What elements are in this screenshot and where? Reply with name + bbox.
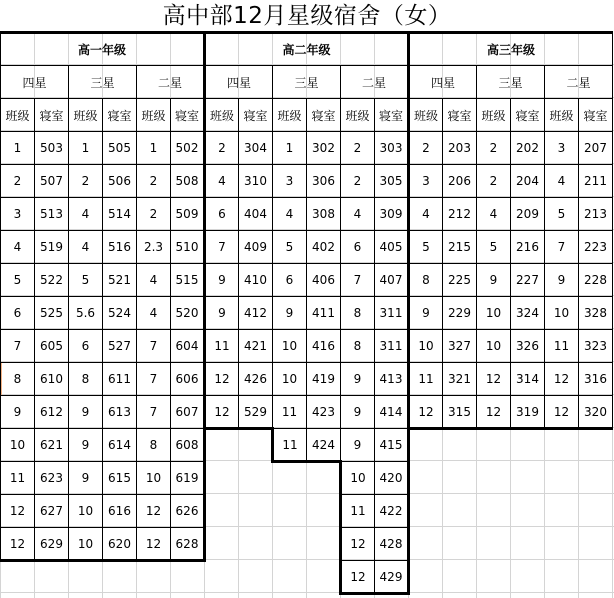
class-cell[interactable]: 3 [1, 198, 35, 231]
class-cell[interactable]: 9 [341, 363, 375, 396]
class-cell[interactable]: 9 [341, 429, 375, 462]
room-cell[interactable]: 502 [171, 132, 205, 165]
class-column-header[interactable]: 班级 [69, 99, 103, 132]
class-cell[interactable]: 4 [273, 198, 307, 231]
room-cell[interactable]: 608 [171, 429, 205, 462]
grade-header[interactable]: 高三年级 [409, 33, 613, 66]
class-cell[interactable]: 2 [1, 165, 35, 198]
room-cell[interactable]: 626 [171, 495, 205, 528]
class-cell[interactable]: 6 [69, 330, 103, 363]
room-cell[interactable]: 519 [35, 231, 69, 264]
empty-cell[interactable] [579, 462, 613, 495]
class-cell[interactable]: 12 [137, 495, 171, 528]
room-column-header[interactable]: 寝室 [103, 99, 137, 132]
class-cell[interactable]: 12 [545, 363, 579, 396]
class-cell[interactable]: 4 [341, 198, 375, 231]
class-cell[interactable]: 12 [341, 528, 375, 561]
empty-cell[interactable] [307, 495, 341, 528]
class-cell[interactable]: 10 [1, 429, 35, 462]
empty-cell[interactable] [205, 429, 239, 462]
class-cell[interactable]: 12 [205, 396, 239, 429]
class-cell[interactable]: 7 [341, 264, 375, 297]
class-cell[interactable]: 12 [341, 561, 375, 594]
star-level-header[interactable]: 三星 [273, 66, 341, 99]
room-cell[interactable]: 227 [511, 264, 545, 297]
class-cell[interactable]: 4 [137, 297, 171, 330]
class-cell[interactable]: 9 [273, 297, 307, 330]
empty-cell[interactable] [103, 561, 137, 594]
class-cell[interactable]: 1 [273, 132, 307, 165]
room-cell[interactable]: 320 [579, 396, 613, 429]
room-cell[interactable]: 505 [103, 132, 137, 165]
room-cell[interactable]: 629 [35, 528, 69, 561]
room-cell[interactable]: 216 [511, 231, 545, 264]
star-level-header[interactable]: 三星 [477, 66, 545, 99]
empty-cell[interactable] [239, 495, 273, 528]
class-cell[interactable]: 9 [341, 396, 375, 429]
empty-cell[interactable] [443, 561, 477, 594]
room-cell[interactable]: 314 [511, 363, 545, 396]
empty-cell[interactable] [477, 528, 511, 561]
class-cell[interactable]: 5 [69, 264, 103, 297]
class-cell[interactable]: 10 [69, 495, 103, 528]
class-cell[interactable]: 8 [341, 297, 375, 330]
room-column-header[interactable]: 寝室 [239, 99, 273, 132]
room-cell[interactable]: 228 [579, 264, 613, 297]
room-cell[interactable]: 405 [375, 231, 409, 264]
empty-cell[interactable] [137, 561, 171, 594]
room-cell[interactable]: 516 [103, 231, 137, 264]
empty-cell[interactable] [511, 495, 545, 528]
class-column-header[interactable]: 班级 [477, 99, 511, 132]
empty-cell[interactable] [409, 462, 443, 495]
class-cell[interactable]: 10 [273, 363, 307, 396]
empty-cell[interactable] [273, 561, 307, 594]
class-column-header[interactable]: 班级 [409, 99, 443, 132]
room-cell[interactable]: 616 [103, 495, 137, 528]
room-cell[interactable]: 323 [579, 330, 613, 363]
room-column-header[interactable]: 寝室 [511, 99, 545, 132]
empty-cell[interactable] [477, 429, 511, 462]
empty-cell[interactable] [545, 528, 579, 561]
room-cell[interactable]: 627 [35, 495, 69, 528]
star-level-header[interactable]: 四星 [409, 66, 477, 99]
star-level-header[interactable]: 二星 [137, 66, 205, 99]
room-cell[interactable]: 414 [375, 396, 409, 429]
class-cell[interactable]: 1 [137, 132, 171, 165]
class-cell[interactable]: 8 [409, 264, 443, 297]
class-cell[interactable]: 7 [205, 231, 239, 264]
star-level-header[interactable]: 四星 [205, 66, 273, 99]
room-cell[interactable]: 428 [375, 528, 409, 561]
class-column-header[interactable]: 班级 [137, 99, 171, 132]
star-level-header[interactable]: 三星 [69, 66, 137, 99]
empty-cell[interactable] [273, 462, 307, 495]
class-cell[interactable]: 5 [273, 231, 307, 264]
room-cell[interactable]: 321 [443, 363, 477, 396]
room-cell[interactable]: 525 [35, 297, 69, 330]
room-cell[interactable]: 304 [239, 132, 273, 165]
room-cell[interactable]: 402 [307, 231, 341, 264]
class-cell[interactable]: 8 [1, 363, 35, 396]
class-cell[interactable]: 8 [69, 363, 103, 396]
room-cell[interactable]: 223 [579, 231, 613, 264]
empty-cell[interactable] [307, 561, 341, 594]
dormitory-table [0, 31, 613, 595]
class-cell[interactable]: 11 [409, 363, 443, 396]
empty-cell[interactable] [409, 561, 443, 594]
room-cell[interactable]: 420 [375, 462, 409, 495]
empty-cell[interactable] [477, 561, 511, 594]
class-cell[interactable]: 3 [273, 165, 307, 198]
room-cell[interactable]: 319 [511, 396, 545, 429]
empty-cell[interactable] [545, 495, 579, 528]
room-column-header[interactable]: 寝室 [375, 99, 409, 132]
room-column-header[interactable]: 寝室 [579, 99, 613, 132]
class-cell[interactable]: 2 [205, 132, 239, 165]
room-column-header[interactable]: 寝室 [443, 99, 477, 132]
room-cell[interactable]: 520 [171, 297, 205, 330]
room-cell[interactable]: 326 [511, 330, 545, 363]
room-cell[interactable]: 202 [511, 132, 545, 165]
class-cell[interactable]: 3 [409, 165, 443, 198]
class-cell[interactable]: 5.6 [69, 297, 103, 330]
class-cell[interactable]: 4 [545, 165, 579, 198]
empty-cell[interactable] [511, 462, 545, 495]
room-cell[interactable]: 410 [239, 264, 273, 297]
class-cell[interactable]: 5 [1, 264, 35, 297]
room-cell[interactable]: 606 [171, 363, 205, 396]
class-cell[interactable]: 2.3 [137, 231, 171, 264]
room-column-header[interactable]: 寝室 [35, 99, 69, 132]
room-cell[interactable]: 610 [35, 363, 69, 396]
empty-cell[interactable] [443, 462, 477, 495]
empty-cell[interactable] [205, 561, 239, 594]
class-cell[interactable]: 3 [545, 132, 579, 165]
class-column-header[interactable]: 班级 [1, 99, 35, 132]
room-cell[interactable]: 524 [103, 297, 137, 330]
empty-cell[interactable] [579, 429, 613, 462]
class-cell[interactable]: 10 [477, 297, 511, 330]
room-cell[interactable]: 328 [579, 297, 613, 330]
class-cell[interactable]: 1 [1, 132, 35, 165]
room-cell[interactable]: 421 [239, 330, 273, 363]
class-cell[interactable]: 7 [137, 330, 171, 363]
empty-cell[interactable] [409, 528, 443, 561]
class-cell[interactable]: 10 [341, 462, 375, 495]
empty-cell[interactable] [273, 528, 307, 561]
class-cell[interactable]: 6 [205, 198, 239, 231]
class-cell[interactable]: 5 [545, 198, 579, 231]
class-cell[interactable]: 10 [69, 528, 103, 561]
empty-cell[interactable] [511, 561, 545, 594]
room-cell[interactable]: 503 [35, 132, 69, 165]
class-cell[interactable]: 11 [341, 495, 375, 528]
class-cell[interactable]: 4 [477, 198, 511, 231]
room-column-header[interactable]: 寝室 [307, 99, 341, 132]
class-cell[interactable]: 12 [205, 363, 239, 396]
empty-cell[interactable] [477, 462, 511, 495]
class-cell[interactable]: 9 [545, 264, 579, 297]
class-cell[interactable]: 6 [1, 297, 35, 330]
class-column-header[interactable]: 班级 [205, 99, 239, 132]
sheet-title: 高中部12月星级宿舍（女） [0, 0, 614, 33]
class-cell[interactable]: 1 [69, 132, 103, 165]
empty-cell[interactable] [579, 495, 613, 528]
class-cell[interactable]: 4 [69, 198, 103, 231]
star-level-header[interactable]: 二星 [341, 66, 409, 99]
room-cell[interactable]: 311 [375, 330, 409, 363]
class-cell[interactable]: 12 [477, 363, 511, 396]
class-cell[interactable]: 7 [1, 330, 35, 363]
empty-cell[interactable] [205, 528, 239, 561]
room-cell[interactable]: 308 [307, 198, 341, 231]
class-cell[interactable]: 11 [205, 330, 239, 363]
room-cell[interactable]: 508 [171, 165, 205, 198]
empty-cell[interactable] [35, 561, 69, 594]
room-column-header[interactable]: 寝室 [171, 99, 205, 132]
class-cell[interactable]: 4 [69, 231, 103, 264]
class-cell[interactable]: 9 [1, 396, 35, 429]
room-cell[interactable]: 507 [35, 165, 69, 198]
room-cell[interactable]: 324 [511, 297, 545, 330]
class-column-header[interactable]: 班级 [341, 99, 375, 132]
class-cell[interactable]: 2 [477, 132, 511, 165]
room-cell[interactable]: 604 [171, 330, 205, 363]
empty-cell[interactable] [477, 495, 511, 528]
class-column-header[interactable]: 班级 [273, 99, 307, 132]
room-cell[interactable]: 215 [443, 231, 477, 264]
class-cell[interactable]: 7 [545, 231, 579, 264]
room-cell[interactable]: 613 [103, 396, 137, 429]
class-cell[interactable]: 4 [205, 165, 239, 198]
room-cell[interactable]: 429 [375, 561, 409, 594]
empty-cell[interactable] [511, 528, 545, 561]
room-cell[interactable]: 605 [35, 330, 69, 363]
class-cell[interactable]: 12 [545, 396, 579, 429]
room-cell[interactable]: 213 [579, 198, 613, 231]
star-level-header[interactable]: 四星 [1, 66, 69, 99]
class-cell[interactable]: 2 [477, 165, 511, 198]
room-cell[interactable]: 612 [35, 396, 69, 429]
class-cell[interactable]: 9 [477, 264, 511, 297]
class-cell[interactable]: 11 [545, 330, 579, 363]
room-cell[interactable]: 413 [375, 363, 409, 396]
class-cell[interactable]: 10 [137, 462, 171, 495]
class-cell[interactable]: 10 [409, 330, 443, 363]
empty-cell[interactable] [511, 429, 545, 462]
room-cell[interactable]: 207 [579, 132, 613, 165]
room-cell[interactable]: 422 [375, 495, 409, 528]
room-cell[interactable]: 611 [103, 363, 137, 396]
empty-cell[interactable] [239, 561, 273, 594]
room-cell[interactable]: 412 [239, 297, 273, 330]
empty-cell[interactable] [171, 561, 205, 594]
room-cell[interactable]: 303 [375, 132, 409, 165]
empty-cell[interactable] [307, 462, 341, 495]
room-cell[interactable]: 225 [443, 264, 477, 297]
class-cell[interactable]: 11 [1, 462, 35, 495]
empty-cell[interactable] [443, 429, 477, 462]
class-cell[interactable]: 2 [137, 165, 171, 198]
room-cell[interactable]: 310 [239, 165, 273, 198]
room-cell[interactable]: 211 [579, 165, 613, 198]
room-cell[interactable]: 327 [443, 330, 477, 363]
room-cell[interactable]: 409 [239, 231, 273, 264]
class-cell[interactable]: 12 [137, 528, 171, 561]
star-level-header[interactable]: 二星 [545, 66, 613, 99]
class-cell[interactable]: 6 [341, 231, 375, 264]
room-cell[interactable]: 309 [375, 198, 409, 231]
grade-header[interactable]: 高二年级 [205, 33, 409, 66]
class-cell[interactable]: 8 [341, 330, 375, 363]
room-cell[interactable]: 510 [171, 231, 205, 264]
empty-cell[interactable] [239, 528, 273, 561]
room-cell[interactable]: 209 [511, 198, 545, 231]
class-cell[interactable]: 7 [137, 396, 171, 429]
room-cell[interactable]: 513 [35, 198, 69, 231]
empty-cell[interactable] [239, 429, 273, 462]
room-cell[interactable]: 424 [307, 429, 341, 462]
class-cell[interactable]: 12 [1, 495, 35, 528]
class-cell[interactable]: 10 [477, 330, 511, 363]
empty-cell[interactable] [409, 429, 443, 462]
class-cell[interactable]: 8 [137, 429, 171, 462]
class-cell[interactable]: 4 [137, 264, 171, 297]
class-column-header[interactable]: 班级 [545, 99, 579, 132]
empty-cell[interactable] [443, 495, 477, 528]
room-cell[interactable]: 506 [103, 165, 137, 198]
row-selection-marker [1, 363, 3, 395]
empty-cell[interactable] [273, 495, 307, 528]
room-cell[interactable]: 623 [35, 462, 69, 495]
class-cell[interactable]: 11 [273, 396, 307, 429]
class-cell[interactable]: 9 [69, 462, 103, 495]
empty-cell[interactable] [545, 429, 579, 462]
empty-cell[interactable] [545, 462, 579, 495]
empty-cell[interactable] [1, 561, 35, 594]
empty-cell[interactable] [307, 528, 341, 561]
class-cell[interactable]: 9 [69, 396, 103, 429]
room-cell[interactable]: 423 [307, 396, 341, 429]
room-cell[interactable]: 621 [35, 429, 69, 462]
class-cell[interactable]: 2 [69, 165, 103, 198]
class-cell[interactable]: 2 [341, 165, 375, 198]
empty-cell[interactable] [545, 561, 579, 594]
room-cell[interactable]: 411 [307, 297, 341, 330]
room-cell[interactable]: 311 [375, 297, 409, 330]
class-cell[interactable]: 2 [137, 198, 171, 231]
room-cell[interactable]: 509 [171, 198, 205, 231]
class-cell[interactable]: 2 [341, 132, 375, 165]
room-cell[interactable]: 212 [443, 198, 477, 231]
class-cell[interactable]: 4 [409, 198, 443, 231]
class-cell[interactable]: 12 [477, 396, 511, 429]
room-cell[interactable]: 204 [511, 165, 545, 198]
class-cell[interactable]: 9 [205, 297, 239, 330]
room-cell[interactable]: 404 [239, 198, 273, 231]
room-cell[interactable]: 619 [171, 462, 205, 495]
class-cell[interactable]: 10 [545, 297, 579, 330]
room-cell[interactable]: 229 [443, 297, 477, 330]
room-cell[interactable]: 514 [103, 198, 137, 231]
room-cell[interactable]: 527 [103, 330, 137, 363]
room-cell[interactable]: 426 [239, 363, 273, 396]
class-cell[interactable]: 10 [273, 330, 307, 363]
room-cell[interactable]: 316 [579, 363, 613, 396]
room-cell[interactable]: 407 [375, 264, 409, 297]
room-cell[interactable]: 614 [103, 429, 137, 462]
room-cell[interactable]: 628 [171, 528, 205, 561]
room-cell[interactable]: 419 [307, 363, 341, 396]
empty-cell[interactable] [443, 528, 477, 561]
room-cell[interactable]: 206 [443, 165, 477, 198]
empty-cell[interactable] [205, 495, 239, 528]
empty-cell[interactable] [409, 495, 443, 528]
empty-cell[interactable] [579, 528, 613, 561]
class-cell[interactable]: 12 [409, 396, 443, 429]
empty-cell[interactable] [205, 462, 239, 495]
class-cell[interactable]: 9 [409, 297, 443, 330]
room-cell[interactable]: 620 [103, 528, 137, 561]
room-cell[interactable]: 302 [307, 132, 341, 165]
class-cell[interactable]: 5 [409, 231, 443, 264]
class-cell[interactable]: 5 [477, 231, 511, 264]
class-cell[interactable]: 6 [273, 264, 307, 297]
class-cell[interactable]: 2 [409, 132, 443, 165]
room-cell[interactable]: 306 [307, 165, 341, 198]
class-cell[interactable]: 12 [1, 528, 35, 561]
room-cell[interactable]: 615 [103, 462, 137, 495]
class-cell[interactable]: 9 [205, 264, 239, 297]
class-cell[interactable]: 11 [273, 429, 307, 462]
room-cell[interactable]: 521 [103, 264, 137, 297]
empty-cell[interactable] [579, 561, 613, 594]
room-cell[interactable]: 203 [443, 132, 477, 165]
room-cell[interactable]: 315 [443, 396, 477, 429]
empty-cell[interactable] [69, 561, 103, 594]
room-cell[interactable]: 522 [35, 264, 69, 297]
room-cell[interactable]: 607 [171, 396, 205, 429]
room-cell[interactable]: 415 [375, 429, 409, 462]
room-cell[interactable]: 305 [375, 165, 409, 198]
class-cell[interactable]: 4 [1, 231, 35, 264]
class-cell[interactable]: 7 [137, 363, 171, 396]
room-cell[interactable]: 515 [171, 264, 205, 297]
room-cell[interactable]: 406 [307, 264, 341, 297]
room-cell[interactable]: 416 [307, 330, 341, 363]
room-cell[interactable]: 529 [239, 396, 273, 429]
class-cell[interactable]: 9 [69, 429, 103, 462]
grade-header[interactable]: 高一年级 [1, 33, 205, 66]
empty-cell[interactable] [239, 462, 273, 495]
